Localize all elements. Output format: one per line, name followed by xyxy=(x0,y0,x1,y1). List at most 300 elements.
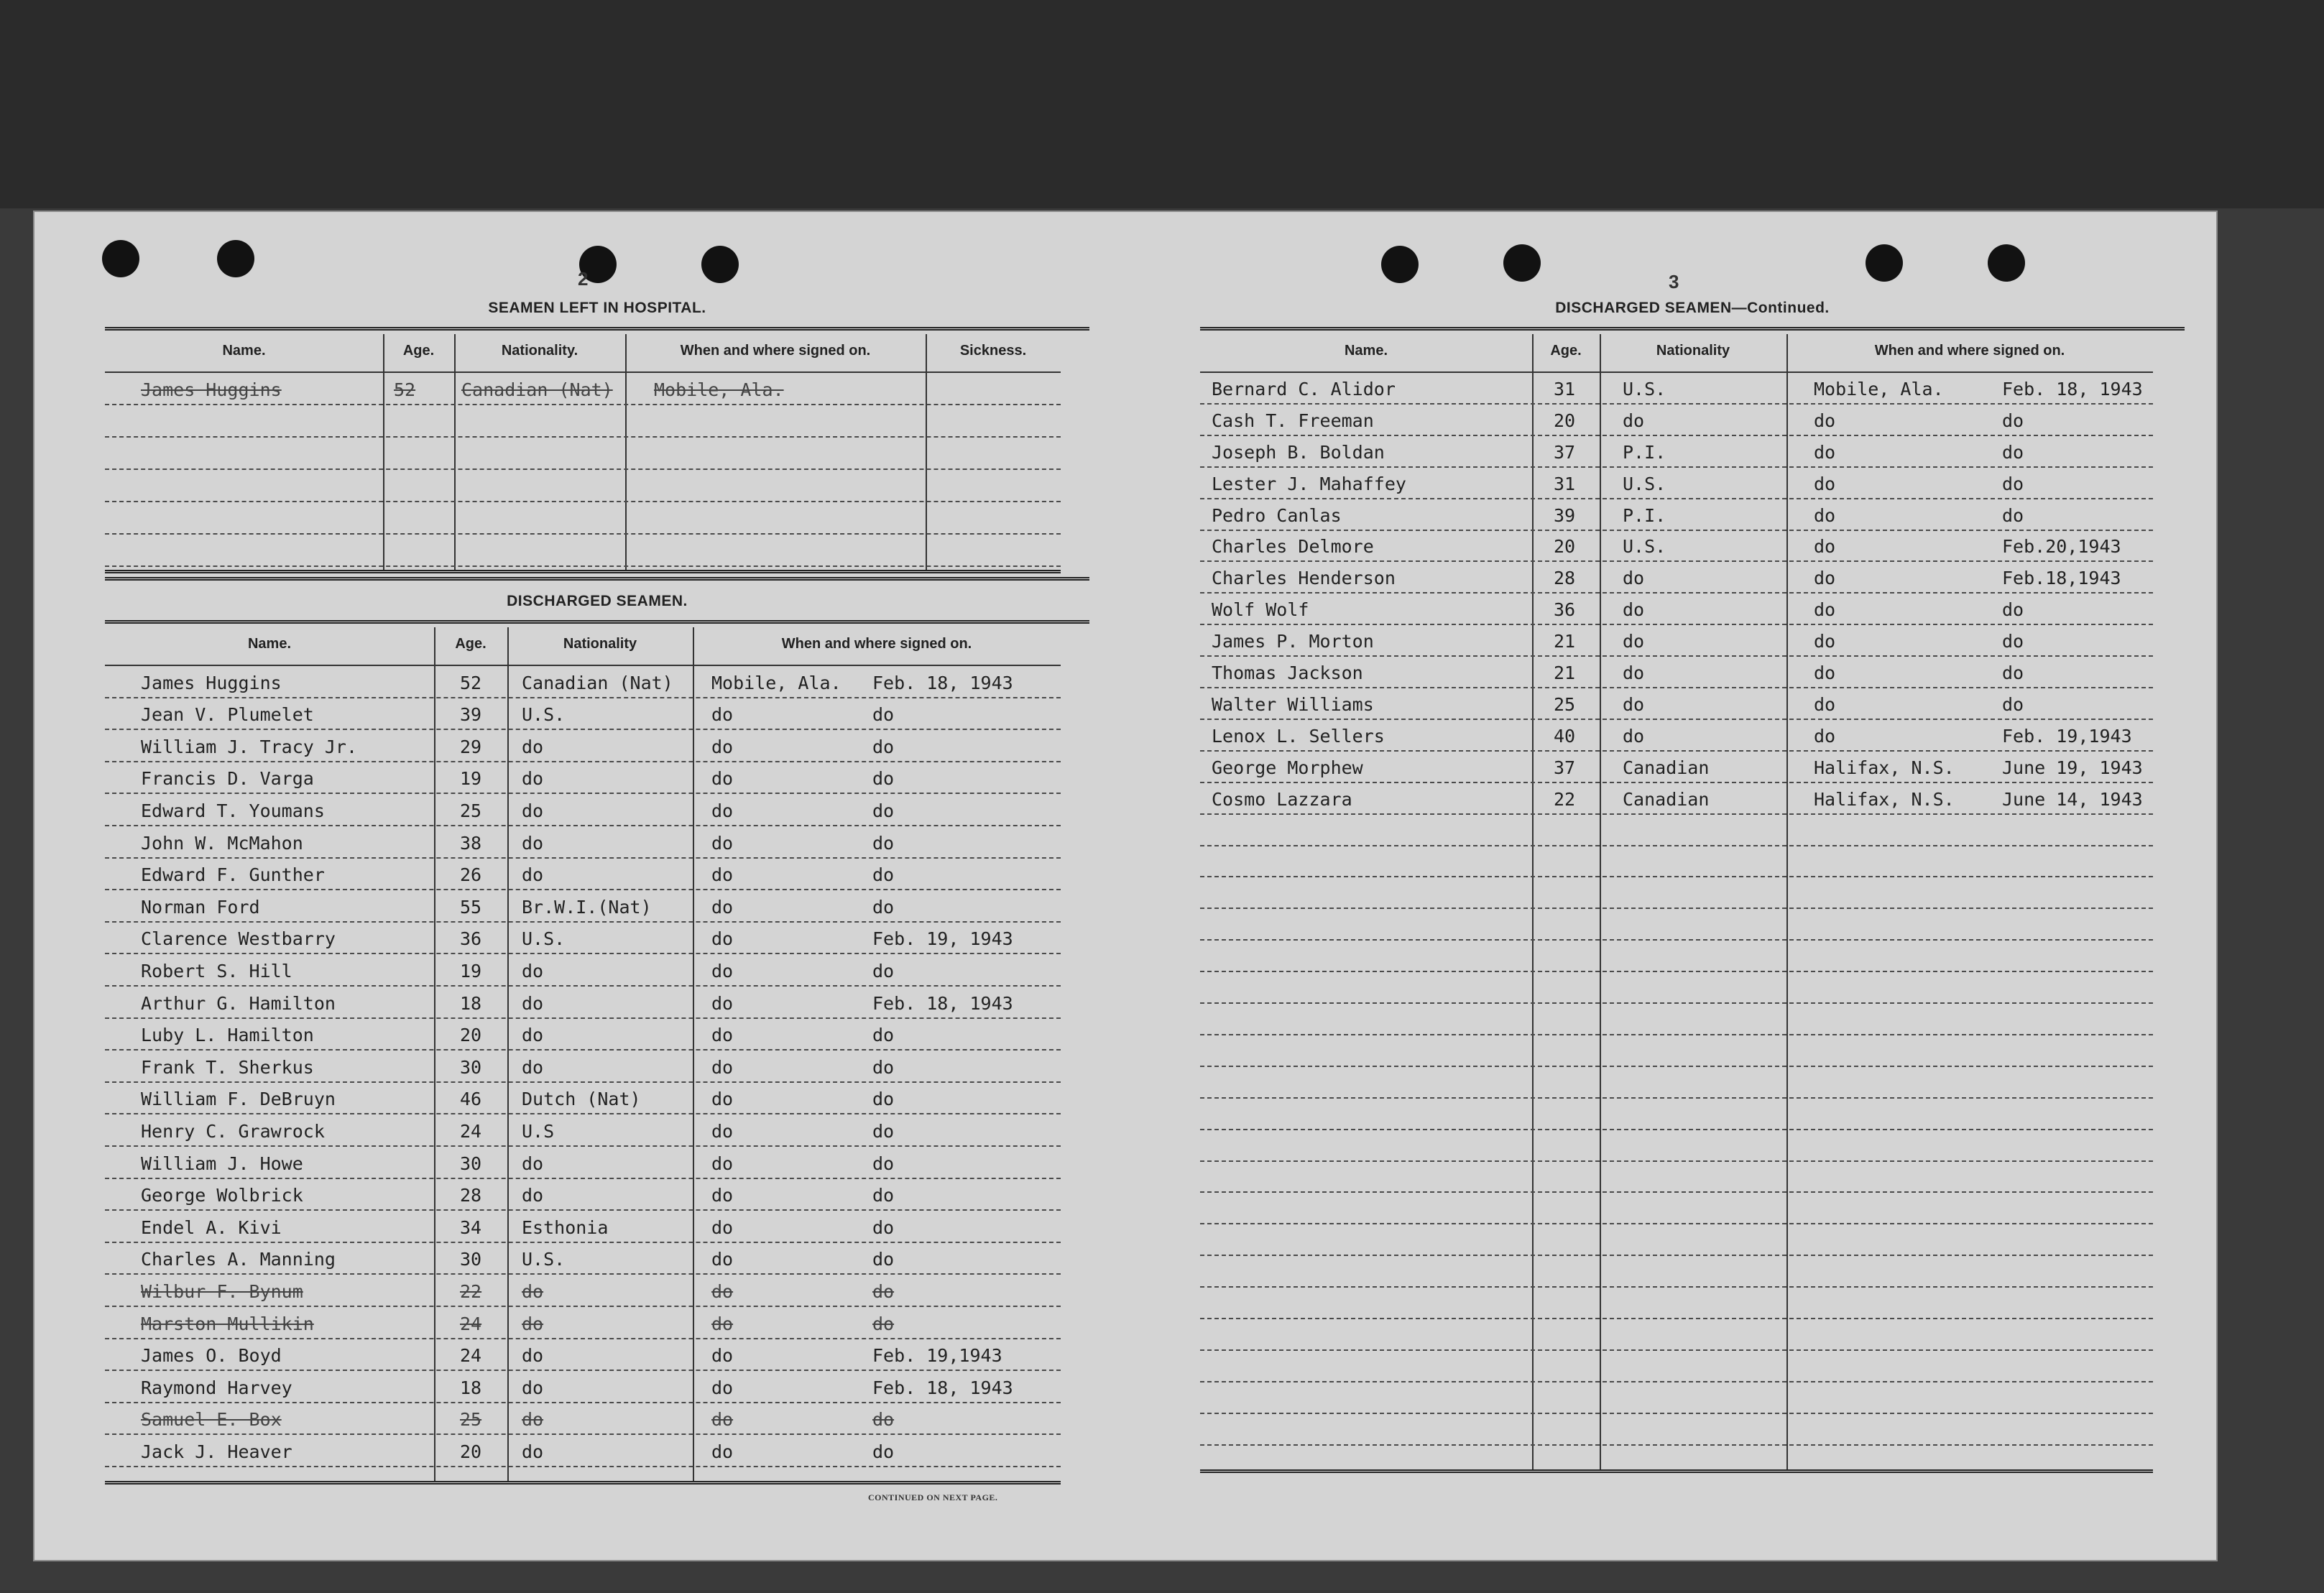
column-header: Age. xyxy=(402,343,435,359)
cell-place: do xyxy=(1814,725,1836,747)
row-rule xyxy=(1200,813,2153,815)
column-divider xyxy=(1600,334,1601,1469)
cell-age: 20 xyxy=(1554,536,1576,558)
cell-place: do xyxy=(711,1281,734,1302)
cell-place: do xyxy=(1814,473,1836,494)
cell-age: 20 xyxy=(460,1025,482,1046)
column-divider xyxy=(434,627,435,1481)
cell-age: 25 xyxy=(1554,693,1576,715)
cell-name: Raymond Harvey xyxy=(141,1377,292,1398)
cell-age: 29 xyxy=(460,736,482,757)
cell-nationality: Br.W.I.(Nat) xyxy=(522,896,652,918)
cell-nationality: do xyxy=(522,992,544,1014)
column-header: Age. xyxy=(1550,343,1582,359)
cell-name: Charles Henderson xyxy=(1212,568,1396,589)
row-rule xyxy=(1200,1097,2153,1099)
cell-place: do xyxy=(711,832,734,854)
row-rule xyxy=(105,501,1061,502)
cell-nationality: do xyxy=(522,1025,544,1046)
cell-nationality: do xyxy=(522,832,544,854)
row-rule xyxy=(1200,1444,2153,1446)
cell-age: 19 xyxy=(460,768,482,790)
row-rule xyxy=(1200,1318,2153,1319)
cell-place: do xyxy=(1814,693,1836,715)
cell-place: do xyxy=(711,1185,734,1206)
row-rule xyxy=(1200,624,2153,625)
row-rule xyxy=(105,1017,1061,1019)
row-rule xyxy=(1200,655,2153,657)
cell-place: do xyxy=(711,800,734,821)
cell-age: 31 xyxy=(1554,378,1576,400)
row-rule xyxy=(105,1273,1061,1275)
cell-date: do xyxy=(872,1153,895,1174)
cell-nationality: Canadian (Nat) xyxy=(522,672,673,693)
cell-place: do xyxy=(711,992,734,1014)
cell-age: 30 xyxy=(460,1153,482,1174)
column-divider xyxy=(507,627,509,1481)
cell-place: do xyxy=(711,704,734,726)
cell-date: Feb. 18, 1943 xyxy=(872,1377,1013,1398)
cell-age: 30 xyxy=(460,1249,482,1270)
column-header: Name. xyxy=(1344,343,1388,359)
discharged-section-title: DISCHARGED SEAMEN. xyxy=(507,593,688,609)
cell-name: William J. Howe xyxy=(141,1153,303,1174)
row-rule xyxy=(1200,560,2153,562)
cell-age: 18 xyxy=(460,992,482,1014)
cell-place: do xyxy=(1814,504,1836,526)
column-divider xyxy=(1532,334,1534,1469)
cell-name: Joseph B. Boldan xyxy=(1212,441,1385,463)
cell-nationality: Esthonia xyxy=(522,1216,609,1238)
cell-place: Halifax, N.S. xyxy=(1814,788,1955,810)
row-rule xyxy=(1200,1129,2153,1130)
cell-name: Edward F. Gunther xyxy=(141,864,325,886)
row-rule xyxy=(105,825,1061,826)
cell-age: 55 xyxy=(460,896,482,918)
cell-place: Mobile, Ala. xyxy=(711,672,841,693)
cell-nationality: Dutch (Nat) xyxy=(522,1089,641,1110)
cell-date: do xyxy=(2002,441,2024,463)
row-rule xyxy=(1200,876,2153,877)
row-rule xyxy=(105,533,1061,535)
row-rule xyxy=(1200,466,2153,468)
row-rule xyxy=(1200,687,2153,688)
row-rule xyxy=(105,468,1061,470)
scan-background xyxy=(0,0,2324,208)
cell-date: do xyxy=(2002,599,2024,621)
cell-name: Luby L. Hamilton xyxy=(141,1025,314,1046)
discharged-continued-title: DISCHARGED SEAMEN—Continued. xyxy=(1555,300,1830,316)
row-rule xyxy=(105,889,1061,890)
cell-nationality: U.S. xyxy=(522,1249,566,1270)
cell-name: Frank T. Sherkus xyxy=(141,1056,314,1078)
cell-age: 20 xyxy=(460,1441,482,1462)
ledger-sheet xyxy=(33,211,2218,1561)
continued-note: CONTINUED ON NEXT PAGE. xyxy=(868,1492,998,1502)
cell-nationality: do xyxy=(1623,662,1645,683)
row-rule xyxy=(1200,1286,2153,1288)
row-rule xyxy=(1200,845,2153,846)
cell-date: do xyxy=(872,1121,895,1142)
cell-place: do xyxy=(1814,662,1836,683)
row-rule xyxy=(105,1049,1061,1051)
cell-place: do xyxy=(1814,441,1836,463)
cell-age: 25 xyxy=(460,800,482,821)
cell-date: Feb. 18, 1943 xyxy=(872,992,1013,1014)
cell-date: Feb. 19, 1943 xyxy=(872,928,1013,950)
cell-name: James O. Boyd xyxy=(141,1345,282,1367)
cell-place: do xyxy=(711,1056,734,1078)
cell-nationality: Canadian xyxy=(1623,757,1710,778)
cell-place: do xyxy=(711,1441,734,1462)
cell-nationality: P.I. xyxy=(1623,504,1666,526)
cell-age: 52 xyxy=(394,379,416,400)
cell-name: Samuel E. Box xyxy=(141,1409,282,1431)
cell-date: do xyxy=(872,1249,895,1270)
row-rule xyxy=(1200,971,2153,972)
cell-date: do xyxy=(872,736,895,757)
cell-date: do xyxy=(872,864,895,886)
row-rule xyxy=(105,729,1061,730)
cell-name: Wolf Wolf xyxy=(1212,599,1309,621)
cell-name: Charles Delmore xyxy=(1212,536,1374,558)
row-rule xyxy=(105,1466,1061,1467)
cell-nationality: U.S. xyxy=(1623,378,1666,400)
cell-age: 30 xyxy=(460,1056,482,1078)
punch-hole xyxy=(102,240,139,277)
cell-nationality: do xyxy=(1623,693,1645,715)
cell-place: do xyxy=(1814,536,1836,558)
cell-date: do xyxy=(2002,473,2024,494)
row-rule xyxy=(1200,403,2153,405)
cell-nationality: do xyxy=(522,961,544,982)
cell-nationality: do xyxy=(522,800,544,821)
cell-age: 36 xyxy=(1554,599,1576,621)
cell-age: 19 xyxy=(460,961,482,982)
cell-name: Norman Ford xyxy=(141,896,260,918)
cell-age: 39 xyxy=(460,704,482,726)
column-header: When and where signed on. xyxy=(680,343,871,359)
row-rule xyxy=(105,1402,1061,1403)
cell-place: do xyxy=(711,1345,734,1367)
column-header: Nationality xyxy=(563,636,637,652)
cell-nationality: U.S. xyxy=(1623,536,1666,558)
row-rule xyxy=(105,1242,1061,1243)
cell-place: do xyxy=(711,1153,734,1174)
row-rule xyxy=(105,1306,1061,1307)
cell-date: do xyxy=(2002,410,2024,431)
cell-name: Cash T. Freeman xyxy=(1212,410,1374,431)
cell-name: George Morphew xyxy=(1212,757,1363,778)
row-rule xyxy=(1200,498,2153,499)
row-rule xyxy=(105,1178,1061,1179)
table-bottom-rule xyxy=(1200,1469,2153,1473)
cell-name: Henry C. Grawrock xyxy=(141,1121,325,1142)
cell-age: 36 xyxy=(460,928,482,950)
cell-nationality: Canadian xyxy=(1623,788,1710,810)
cell-age: 37 xyxy=(1554,441,1576,463)
cell-name: Robert S. Hill xyxy=(141,961,292,982)
cell-date: Feb.20,1943 xyxy=(2002,536,2121,558)
cell-nationality: do xyxy=(522,864,544,886)
cell-age: 39 xyxy=(1554,504,1576,526)
row-rule xyxy=(1200,1160,2153,1162)
row-rule xyxy=(1200,1066,2153,1067)
cell-name: Marston Mullikin xyxy=(141,1313,314,1334)
row-rule xyxy=(105,921,1061,923)
cell-age: 18 xyxy=(460,1377,482,1398)
column-header: Age. xyxy=(455,636,487,652)
cell-age: 34 xyxy=(460,1216,482,1238)
punch-hole xyxy=(1503,244,1541,282)
row-rule xyxy=(105,1145,1061,1147)
cell-name: James Huggins xyxy=(141,672,282,693)
cell-age: 28 xyxy=(460,1185,482,1206)
cell-place: Halifax, N.S. xyxy=(1814,757,1955,778)
cell-place: do xyxy=(711,768,734,790)
cell-name: Lester J. Mahaffey xyxy=(1212,473,1406,494)
cell-age: 22 xyxy=(1554,788,1576,810)
cell-nationality: do xyxy=(522,768,544,790)
header-rule xyxy=(105,665,1061,666)
cell-nationality: do xyxy=(522,1409,544,1431)
row-rule xyxy=(1200,782,2153,783)
cell-name: Wilbur F. Bynum xyxy=(141,1281,303,1302)
cell-date: do xyxy=(872,1056,895,1078)
cell-name: James P. Morton xyxy=(1212,631,1374,652)
cell-date: do xyxy=(2002,631,2024,652)
cell-place: do xyxy=(711,1025,734,1046)
row-rule xyxy=(1200,719,2153,720)
cell-nationality: do xyxy=(522,1056,544,1078)
cell-name: Jack J. Heaver xyxy=(141,1441,292,1462)
cell-date: do xyxy=(872,832,895,854)
row-rule xyxy=(105,1209,1061,1211)
cell-nationality: U.S xyxy=(522,1121,555,1142)
cell-nationality: do xyxy=(1623,568,1645,589)
row-rule xyxy=(105,565,1061,567)
cell-age: 28 xyxy=(1554,568,1576,589)
cell-place: do xyxy=(711,961,734,982)
cell-name: William J. Tracy Jr. xyxy=(141,736,358,757)
cell-name: Jean V. Plumelet xyxy=(141,704,314,726)
cell-date: Feb.18,1943 xyxy=(2002,568,2121,589)
cell-age: 24 xyxy=(460,1345,482,1367)
cell-name: Clarence Westbarry xyxy=(141,928,336,950)
cell-age: 20 xyxy=(1554,410,1576,431)
cell-name: Francis D. Varga xyxy=(141,768,314,790)
column-divider xyxy=(693,627,694,1481)
row-rule xyxy=(105,761,1061,762)
cell-nationality: do xyxy=(522,1185,544,1206)
row-rule xyxy=(105,1433,1061,1435)
page-number-left: 2 xyxy=(578,268,589,290)
hospital-section-title: SEAMEN LEFT IN HOSPITAL. xyxy=(488,300,706,316)
cell-date: do xyxy=(2002,693,2024,715)
cell-nationality: do xyxy=(522,1377,544,1398)
punch-hole xyxy=(1866,244,1903,282)
cell-age: 31 xyxy=(1554,473,1576,494)
cell-nationality: do xyxy=(522,1281,544,1302)
cell-date: do xyxy=(872,1216,895,1238)
cell-place: do xyxy=(1814,410,1836,431)
table-bottom-rule xyxy=(105,1481,1061,1485)
cell-place: do xyxy=(711,928,734,950)
cell-age: 21 xyxy=(1554,662,1576,683)
row-rule xyxy=(105,1338,1061,1339)
row-rule xyxy=(105,793,1061,794)
row-rule xyxy=(1200,1381,2153,1382)
column-header: Name. xyxy=(247,636,292,652)
cell-nationality: do xyxy=(522,1441,544,1462)
cell-date: do xyxy=(872,1409,895,1431)
cell-place: do xyxy=(711,1409,734,1431)
cell-date: Feb. 19,1943 xyxy=(2002,725,2132,747)
cell-age: 37 xyxy=(1554,757,1576,778)
cell-place: Mobile, Ala. xyxy=(1814,378,1944,400)
cell-place: do xyxy=(1814,599,1836,621)
cell-date: do xyxy=(872,896,895,918)
cell-nationality: do xyxy=(1623,410,1645,431)
row-rule xyxy=(1200,750,2153,752)
cell-date: do xyxy=(872,961,895,982)
cell-nationality: do xyxy=(522,736,544,757)
cell-date: do xyxy=(872,1089,895,1110)
cell-name: Walter Williams xyxy=(1212,693,1374,715)
cell-place: do xyxy=(711,1121,734,1142)
column-header: When and where signed on. xyxy=(1874,343,2065,359)
cell-place: do xyxy=(711,896,734,918)
punch-hole xyxy=(1381,246,1419,283)
cell-date: do xyxy=(872,800,895,821)
row-rule xyxy=(1200,435,2153,436)
cell-nationality: do xyxy=(522,1313,544,1334)
column-header: Name. xyxy=(222,343,266,359)
cell-place: do xyxy=(711,736,734,757)
row-rule xyxy=(1200,1191,2153,1193)
cell-nationality: do xyxy=(522,1153,544,1174)
cell-name: Lenox L. Sellers xyxy=(1212,725,1385,747)
cell-name: John W. McMahon xyxy=(141,832,303,854)
cell-date: do xyxy=(2002,504,2024,526)
cell-age: 40 xyxy=(1554,725,1576,747)
cell-name: Pedro Canlas xyxy=(1212,504,1342,526)
cell-place: do xyxy=(711,864,734,886)
cell-date: do xyxy=(872,1441,895,1462)
cell-nationality: U.S. xyxy=(522,704,566,726)
cell-date: June 19, 1943 xyxy=(2002,757,2143,778)
column-header: Nationality. xyxy=(501,343,578,359)
cell-nationality: U.S. xyxy=(1623,473,1666,494)
cell-name: Bernard C. Alidor xyxy=(1212,378,1396,400)
punch-hole xyxy=(701,246,739,283)
header-rule xyxy=(1200,371,2153,373)
column-header: When and where signed on. xyxy=(781,636,972,652)
cell-place: do xyxy=(711,1313,734,1334)
cell-place: do xyxy=(711,1216,734,1238)
cell-name: Endel A. Kivi xyxy=(141,1216,282,1238)
cell-nationality: do xyxy=(522,1345,544,1367)
cell-date: Feb. 18, 1943 xyxy=(2002,378,2143,400)
cell-date: do xyxy=(872,704,895,726)
cell-place: do xyxy=(711,1249,734,1270)
cell-nationality: Canadian (Nat) xyxy=(461,379,613,400)
punch-hole xyxy=(1988,244,2025,282)
row-rule xyxy=(105,1081,1061,1083)
cell-name: James Huggins xyxy=(141,379,282,400)
cell-nationality: do xyxy=(1623,599,1645,621)
cell-date: June 14, 1943 xyxy=(2002,788,2143,810)
cell-name: Cosmo Lazzara xyxy=(1212,788,1352,810)
row-rule xyxy=(1200,1349,2153,1351)
cell-place: do xyxy=(1814,568,1836,589)
cell-place: do xyxy=(1814,631,1836,652)
cell-name: Arthur G. Hamilton xyxy=(141,992,336,1014)
cell-nationality: do xyxy=(1623,725,1645,747)
cell-name: Thomas Jackson xyxy=(1212,662,1363,683)
row-rule xyxy=(1200,592,2153,594)
cell-age: 24 xyxy=(460,1313,482,1334)
cell-age: 21 xyxy=(1554,631,1576,652)
cell-date: do xyxy=(872,1281,895,1302)
cell-age: 26 xyxy=(460,864,482,886)
row-rule xyxy=(1200,939,2153,941)
cell-date: do xyxy=(872,768,895,790)
cell-name: William F. DeBruyn xyxy=(141,1089,336,1110)
column-header: Nationality xyxy=(1656,343,1730,359)
column-header: Sickness. xyxy=(959,343,1027,359)
cell-age: 22 xyxy=(460,1281,482,1302)
cell-place: do xyxy=(711,1377,734,1398)
row-rule xyxy=(1200,1413,2153,1414)
row-rule xyxy=(105,697,1061,698)
row-rule xyxy=(1200,908,2153,909)
row-rule xyxy=(1200,1255,2153,1256)
column-divider xyxy=(1786,334,1788,1469)
punch-hole xyxy=(217,240,254,277)
cell-age: 38 xyxy=(460,832,482,854)
cell-age: 52 xyxy=(460,672,482,693)
row-rule xyxy=(105,404,1061,405)
row-rule xyxy=(1200,1002,2153,1004)
row-rule xyxy=(105,953,1061,954)
page-number-right: 3 xyxy=(1669,271,1679,292)
cell-name: Edward T. Youmans xyxy=(141,800,325,821)
header-rule xyxy=(105,371,1061,373)
cell-place: do xyxy=(711,1089,734,1110)
table-bottom-rule xyxy=(105,570,1061,573)
row-rule xyxy=(1200,1034,2153,1035)
row-rule xyxy=(105,436,1061,438)
cell-age: 46 xyxy=(460,1089,482,1110)
cell-date: do xyxy=(872,1313,895,1334)
row-rule xyxy=(105,857,1061,859)
row-rule xyxy=(1200,530,2153,531)
cell-age: 25 xyxy=(460,1409,482,1431)
cell-date: do xyxy=(872,1025,895,1046)
cell-age: 24 xyxy=(460,1121,482,1142)
row-rule xyxy=(105,1370,1061,1371)
cell-date: do xyxy=(872,1185,895,1206)
cell-date: Feb. 18, 1943 xyxy=(872,672,1013,693)
cell-date: Feb. 19,1943 xyxy=(872,1345,1002,1367)
row-rule xyxy=(105,985,1061,987)
cell-signed-on: Mobile, Ala. xyxy=(654,379,784,400)
cell-date: do xyxy=(2002,662,2024,683)
row-rule xyxy=(105,1113,1061,1114)
cell-name: George Wolbrick xyxy=(141,1185,303,1206)
cell-nationality: P.I. xyxy=(1623,441,1666,463)
